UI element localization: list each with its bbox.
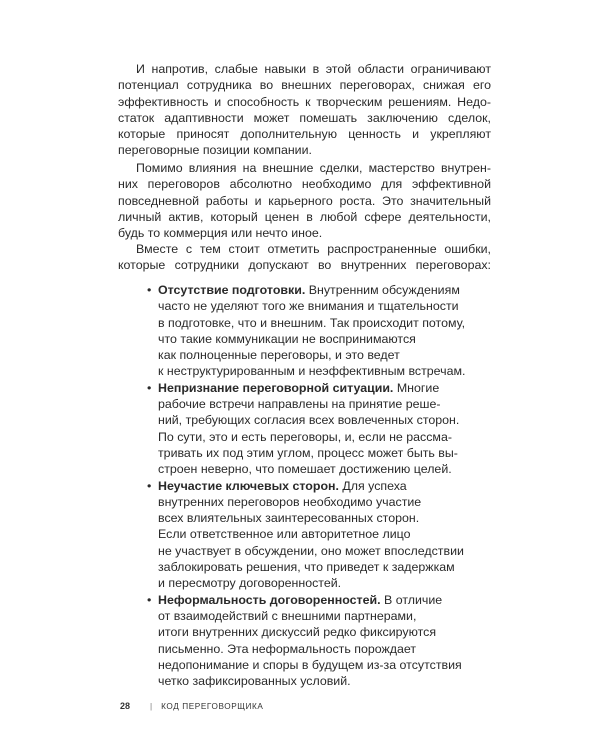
text-line: которые сотрудники допускают во внутренних переговорах: [118,258,491,273]
text-line: По сути, это и есть переговоры, и, если не рассма- [158,429,452,444]
text-line: в подготовке, что и внешним. Так происходит потому, [158,315,466,330]
text-line [158,592,497,608]
list-item [147,592,497,690]
text-line: к неструктурированным и неэффективным встречам. [158,364,466,379]
bullet-text: В отличие [380,592,443,607]
text-line: них переговоров абсолютно необходимо для эффективной [118,177,491,192]
bullet-text: Многие [393,380,440,395]
bullet-icon: • [147,592,152,607]
text-line: Вместе с тем стоит отметить распространенные ошибки, [136,242,491,256]
text-line: статок адаптивности может помешать заключению сделок, [118,110,491,125]
text-line: что такие коммуникации не воспринимаются [158,331,416,346]
text-line: рабочие встречи направлены на принятие реше- [158,397,441,412]
list-item [147,380,497,478]
paragraph-2 [118,160,491,241]
text-line: и пересмотру договоренностей. [158,576,342,591]
paragraph-3 [118,241,491,274]
text-line: строен неверно, что помешает достижению целей. [158,462,452,477]
text-line: четко зафиксированных условий. [158,674,351,689]
bullet-text: Внутренним обсуждениям [305,283,460,297]
bullet-title: Неформальность договоренностей. [158,592,381,607]
bullet-title: Непризнание переговорной ситуации. [158,380,394,395]
text-line: повседневной работы и карьерного роста. Это значительный [118,193,491,208]
text-line: тривать их под этим углом, процесс может быть вы- [158,445,458,460]
footer-separator: | [150,702,153,711]
bullet-icon: • [147,283,152,297]
text-line: И напротив, слабые навыки в этой области ограничивают [136,62,491,76]
book-title: КОД ПЕРЕГОВОРЩИКА [161,702,264,711]
text-line: заблокировать решения, что приведет к задержкам [158,560,455,575]
text-line: всех влиятельных заинтересованных сторон. [158,511,420,526]
text-line: Помимо влияния на внешние сделки, мастерство внутрен- [136,161,491,175]
text-line: от взаимодействий с внешними партнерами, [158,608,417,623]
text-line: внутренних переговоров необходимо участие [158,494,422,509]
list-item [147,478,497,592]
text-line: потенциал сотрудника во внешних переговорах, снижая его [118,78,491,93]
text-line: недопонимание и споры в будущем из-за отсутствия [158,657,462,672]
page-footer [120,701,263,711]
paragraph-1 [118,61,491,159]
text-line: часто не уделяют того же внимания и тщательности [158,299,459,314]
text-line: переговорные позиции компании. [118,143,312,158]
text-line: будь то коммерция или нечто иное. [118,226,323,241]
text-line: не участвует в обсуждении, оно может впоследствии [158,543,464,558]
bullet-text: Для успеха [338,478,407,493]
text-line: как полноценные переговоры, и это ведет [158,348,400,363]
bullet-title: Отсутствие подготовки. [158,283,306,297]
text-line: письменно. Эта неформальность порождает [158,641,417,656]
text-line: личный актив, который ценен в любой сфере деятельности, [118,209,491,224]
bullet-icon: • [147,478,152,493]
text-line [158,478,497,494]
mistakes-list [147,282,497,689]
text-line: эффективность и способность к творческим решениям. Недо- [118,94,491,109]
text-line: ний, требующих согласия всех вовлеченных сторон. [158,413,460,428]
bullet-title: Неучастие ключевых сторон. [158,478,339,493]
bullet-icon: • [147,380,152,395]
list-item [147,282,497,380]
text-line: итоги внутренних дискуссий редко фиксируются [158,625,437,640]
page-number: 28 [120,701,131,711]
text-line: Если ответственное или авторитетное лицо [158,527,411,542]
text-line [158,282,497,298]
text-line [158,380,497,396]
text-line: которые приносят дополнительную ценность и укрепляют [118,127,491,142]
